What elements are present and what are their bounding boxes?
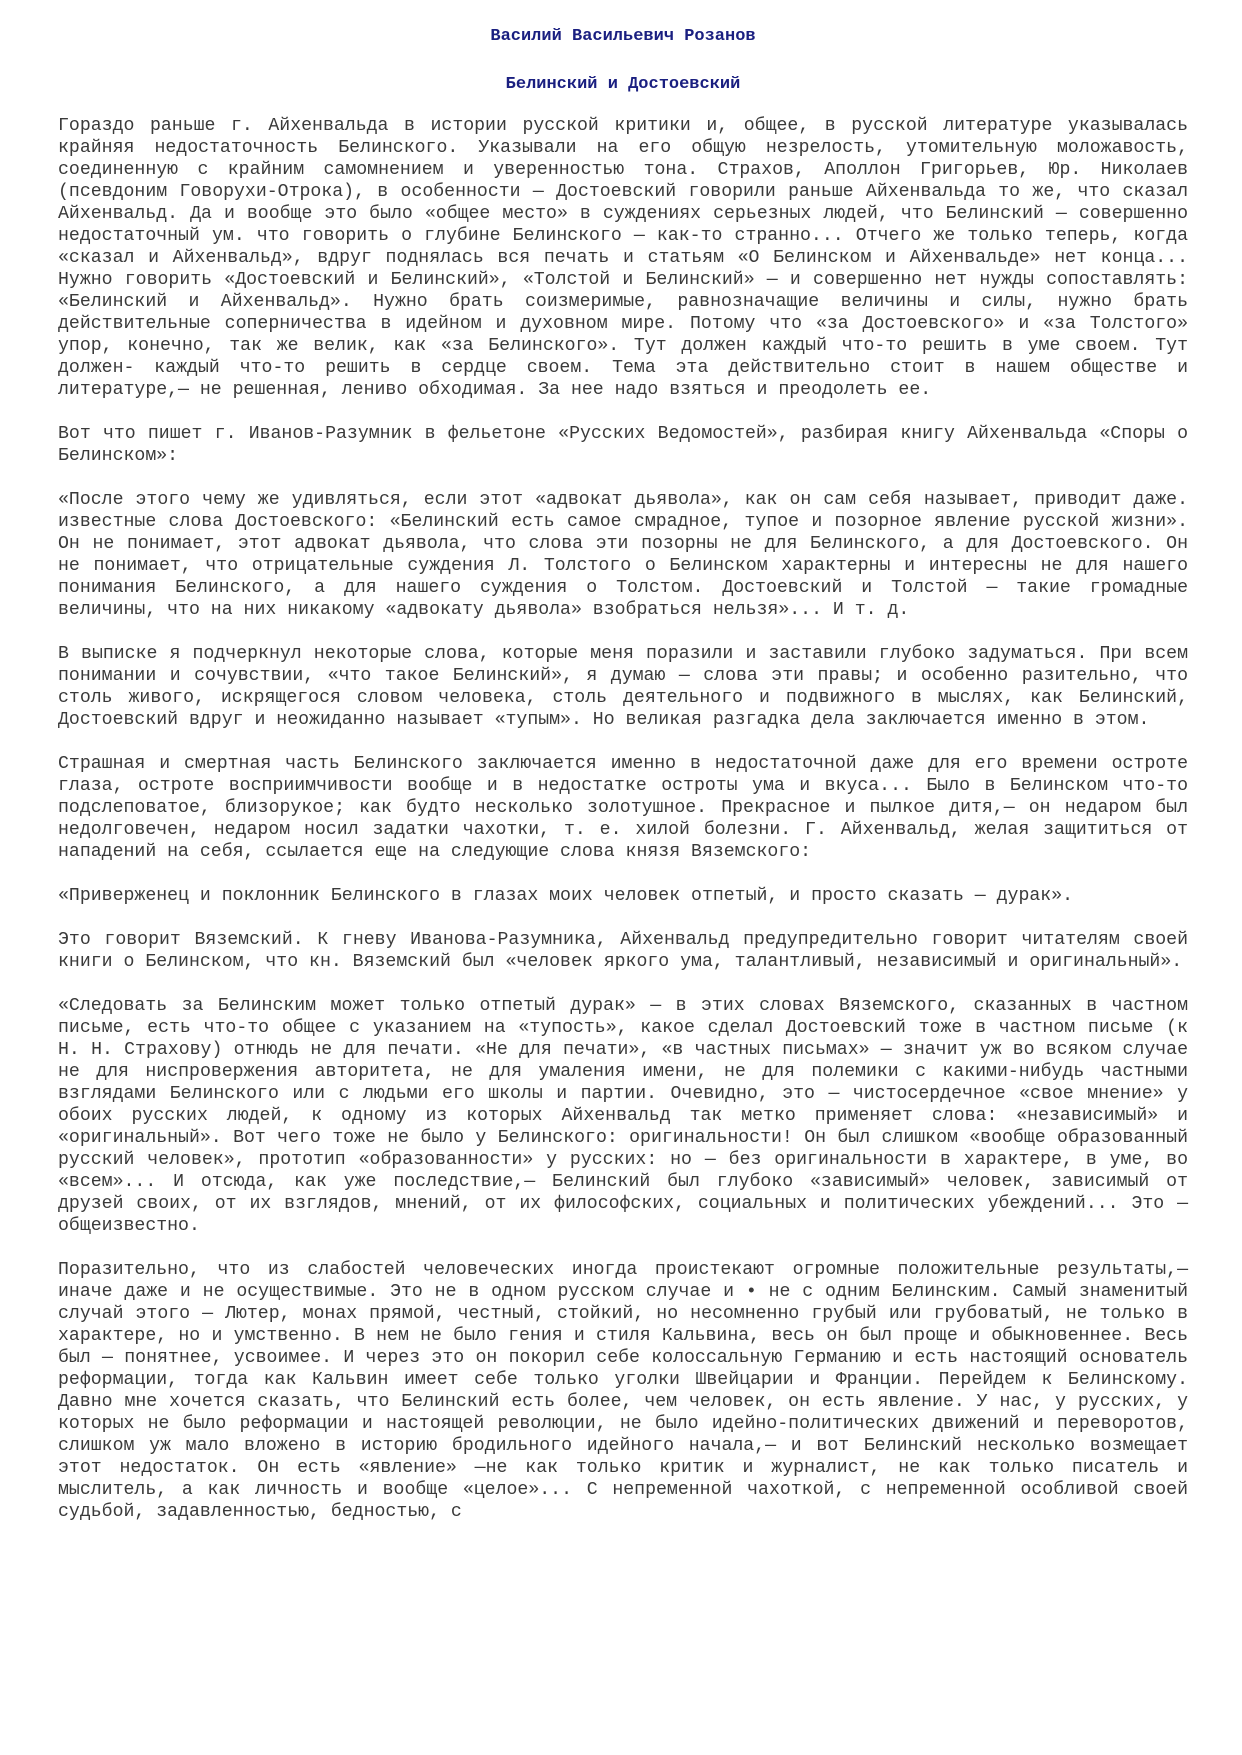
document-title: Белинский и Достоевский [505, 75, 741, 94]
document-page [58, 20, 1188, 1545]
paragraph: В выписке я подчеркнул некоторые слова, которые меня поразили и заставили глубоко задуматься. При всем понимании и сочувствии, «что такое Белинский», я думаю — слова эти правы; и особенно разительно, что столь живого, искрящегося словом человека, столь деятельного и подвижного в мыслях, как Белинский, Достоевский вдруг и неожиданно называет «тупым». Но великая разгадка дела заключается именно в этом. [58, 644, 1188, 730]
paragraph: Гораздо раньше г. Айхенвальда в истории русской критики и, общее, в русской литературе указывалась крайняя недостаточность Белинского. Указывали на его общую незрелость, утомительную моложавость, соединенную с крайним самомнением и уверенностью тона. Страхов, Аполлон Григорьев, Юр. Николаев (псевдоним Говорухи-Отрока), в особенности — Достоевский говорили раньше Айхенвальда то же, что сказал Айхенвальд. Да и вообще это было «общее место» в суждениях серьезных людей, что Белинский — совершенно недостаточный ум. что говорить о глубине Белинского — как-то странно... Отчего же только теперь, когда «сказал и Айхенвальд», вдруг поднялась вся печать и статьям «О Белинском и Айхенвальде» нет конца... Нужно говорить «Достоевский и Белинский», «Толстой и Белинский» — и совершенно нет нужды сопоставлять: «Белинский и Айхенвальд». Нужно брать соизмеримые, равнозначащие величины и силы, нужно брать действительные соперничества в идейном и духовном мире. Потому что «за Достоевского» и «за Толстого» упор, конечно, так же велик, как «за Белинского». Тут должен каждый что-то решить в уме своем. Тут должен- каждый что-то решить в сердце своем. Тема эта действительно стоит в нашем обществе и литературе,— не решенная, лениво обходимая. За нее надо взяться и преодолеть ее. [58, 116, 1188, 400]
paragraph: Вот что пишет г. Иванов-Разумник в фельетоне «Русских Ведомостей», разбирая книгу Айхенвальда «Споры о Белинском»: [58, 424, 1188, 466]
paragraph: Это говорит Вяземский. К гневу Иванова-Разумника, Айхенвальд предупредительно говорит читателям своей книги о Белинском, что кн. Вяземский был «человек яркого ума, талантливый, независимый и оригинальный». [58, 930, 1188, 972]
quote-paragraph: «Приверженец и поклонник Белинского в глазах моих человек отпетый, и просто сказать — дурак». [58, 886, 1074, 906]
author-name: Василий Васильевич Розанов [490, 27, 756, 46]
paragraph: Страшная и смертная часть Белинского заключается именно в недостаточной даже для его времени остроте глаза, остроте восприимчивости вообще и в недостатке остроты ума и вкуса... Было в Белинском что-то подслеповатое, близорукое; как будто несколько золотушное. Прекрасное и пылкое дитя,— он недаром был недолговечен, недаром носил задатки чахотки, т. е. хилой болезни. Г. Айхенвальд, желая защититься от нападений на себя, ссылается еще на следующие слова князя Вяземского: [58, 754, 1188, 862]
paragraph: Поразительно, что из слабостей человеческих иногда проистекают огромные положительные результаты,— иначе даже и не осуществимые. Это не в одном русском случае и • не с одним Белинским. Самый знаменитый случай этого — Лютер, монах прямой, честный, стойкий, но несомненно грубый или грубоватый, не только в характере, но и умственно. В нем не было гения и стиля Кальвина, весь он был проще и обыкновеннее. Весь был — понятнее, усвоимее. И через это он покорил себе колоссальную Германию и есть настоящий основатель реформации, тогда как Кальвин имеет себе только уголки Швейцарии и Франции. Перейдем к Белинскому. Давно мне хочется сказать, что Белинский есть более, чем человек, он есть явление. У нас, у русских, у которых не было реформации и настоящей революции, не было идейно-политических движений и переворотов, слишком уж мало вложено в историю бродильного идейного начала,— и вот Белинский несколько возмещает этот недостаток. Он есть «явление» —не как только критик и журналист, не как только писатель и мыслитель, а как личность и вообще «целое»... С непременной чахоткой, с непременной особливой своей судьбой, задавленностью, бедностью, с [58, 1260, 1188, 1522]
quote-paragraph: «После этого чему же удивляться, если этот «адвокат дьявола», как он сам себя называет, приводит даже. известные слова Достоевского: «Белинский есть самое смрадное, тупое и позорное явление русской жизни». Он не понимает, этот адвокат дьявола, что слова эти позорны не для Белинского, а для Достоевского. Он не понимает, что отрицательные суждения Л. Толстого о Белинском характерны и интересны не для нашего понимания Белинского, а для нашего суждения о Толстом. Достоевский и Толстой — такие громадные величины, что на них никакому «адвокату дьявола» взобраться нельзя»... И т. д. [58, 490, 1188, 620]
paragraph: «Следовать за Белинским может только отпетый дурак» — в этих словах Вяземского, сказанных в частном письме, есть что-то общее с указанием на «тупость», какое сделал Достоевский тоже в частном письме (к Н. Н. Страхову) отнюдь не для печати. «Не для печати», «в частных письмах» — значит уж во всяком случае не для ниспровержения авторитета, не для умаления имени, не для полемики с какими-нибудь частными взглядами Белинского или с людьми его школы и партии. Очевидно, это — чистосердечное «свое мнение» у обоих русских людей, к одному из которых Айхенвальд так метко применяет слова: «независимый» и «оригинальный». Вот чего тоже не было у Белинского: оригинальности! Он был слишком «вообще образованный русский человек», прототип «образованности» у русских: но — без оригинальности в характере, в уме, во «всем»... И отсюда, как уже последствие,— Белинский был глубоко «зависимый» человек, зависимый от друзей своих, от их взглядов, мнений, от их философских, социальных и политических убеждений... Это — общеизвестно. [58, 996, 1188, 1236]
